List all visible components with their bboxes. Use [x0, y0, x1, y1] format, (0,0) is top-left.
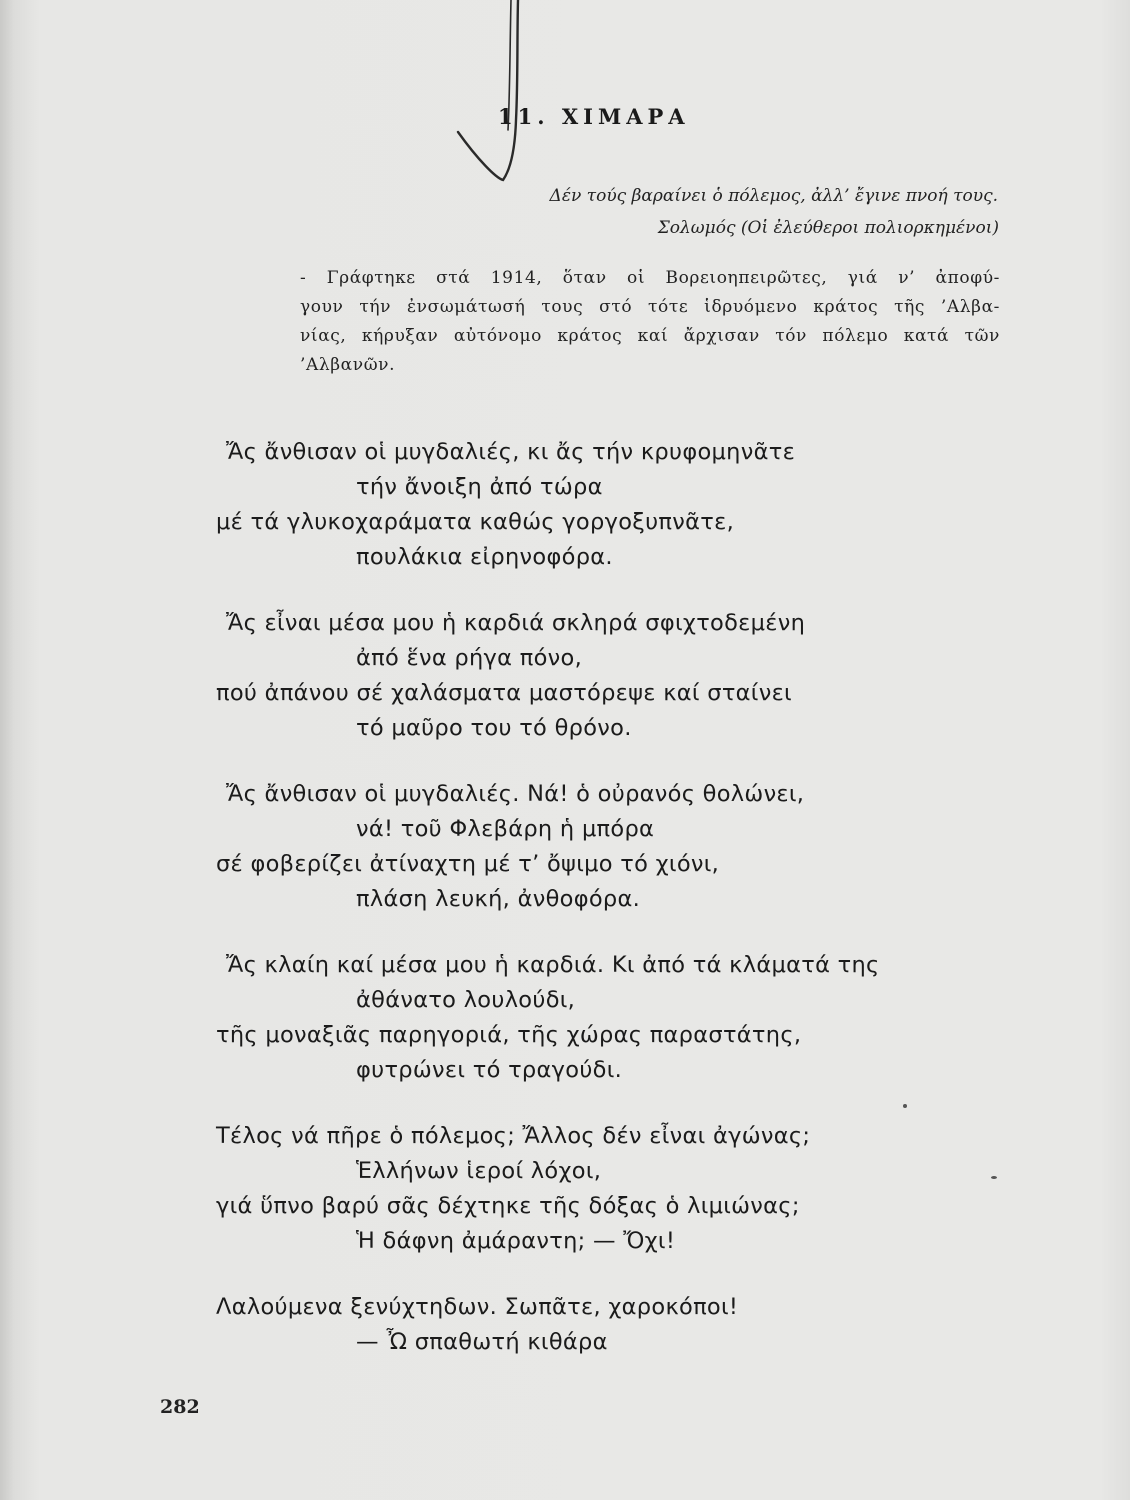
verse-line: τήν ἄνοιξη ἀπό τώρα — [356, 474, 603, 500]
verse-line: Ἄς ἄνθισαν οἱ μυγδαλιές. Νά! ὁ οὐρανός θολώνει, — [226, 781, 805, 807]
scan-speck — [903, 1104, 907, 1108]
scan-speck — [991, 1176, 997, 1179]
verse-line: Ἡ δάφνη ἀμάραντη; — Ὄχι! — [356, 1228, 676, 1254]
note-line: ’Αλβανῶν. — [300, 355, 396, 375]
verse-line: Λαλούμενα ξενύχτηδων. Σωπᾶτε, χαροκόποι! — [216, 1294, 739, 1320]
note-line: νίας, κήρυξαν αὐτόνομο κράτος καί ἄρχισαν τόν πόλεμο κατά τῶν — [300, 326, 1000, 346]
verse-line: πουλάκια εἰρηνοφόρα. — [356, 544, 613, 570]
verse-line: — Ὦ σπαθωτή κιθάρα — [356, 1329, 608, 1355]
verse-line: γιά ὕπνο βαρύ σᾶς δέχτηκε τῆς δόξας ὁ λιμιώνας; — [216, 1193, 800, 1219]
note-line: γουν τήν ἐνσωμάτωσή τους στό τότε ἱδρυόμενο κράτος τῆς ’Αλβα- — [300, 297, 1000, 317]
verse-line: Ἄς εἶναι μέσα μου ἡ καρδιά σκληρά σφιχτοδεμένη — [226, 610, 806, 636]
verse-line: πλάση λευκή, ἀνθοφόρα. — [356, 886, 641, 912]
epigraph-attribution — [658, 218, 999, 238]
note-line: - Γράφτηκε στά 1914, ὅταν οἱ Βορειοηπειρῶτες, γιά ν’ ἀποφύ- — [300, 268, 1000, 288]
verse-line: μέ τά γλυκοχαράματα καθώς γοργοξυπνᾶτε, — [216, 509, 735, 535]
historical-note — [300, 264, 1000, 380]
verse-line: φυτρώνει τό τραγούδι. — [356, 1057, 623, 1083]
epigraph-quote: Δέν τούς βαραίνει ὁ πόλεμος, ἀλλ’ ἔγινε πνοή τους. — [549, 186, 998, 206]
verse-line: πού ἀπάνου σέ χαλάσματα μαστόρεψε καί σταίνει — [216, 680, 792, 706]
verse-line: ἀπό ἕνα ρήγα πόνο, — [356, 645, 583, 671]
verse-line: ἀθάνατο λουλούδι, — [356, 987, 576, 1013]
verse-line: τῆς μοναξιᾶς παρηγοριά, τῆς χώρας παραστάτης, — [216, 1022, 802, 1048]
poem-title: 11. ΧΙΜΑΡΑ — [498, 104, 690, 129]
verse-line: τό μαῦρο του τό θρόνο. — [356, 715, 632, 741]
verse-line: Τέλος νά πῆρε ὁ πόλεμος; Ἄλλος δέν εἶναι ἀγώνας; — [216, 1123, 811, 1149]
epigraph-author: Σολωμός — [657, 218, 736, 238]
verse-line: Ἄς ἄνθισαν οἱ μυγδαλιές, κι ἄς τήν κρυφομηνᾶτε — [226, 439, 796, 465]
page-number: 282 — [160, 1396, 200, 1418]
verse-line: σέ φοβερίζει ἀτίναχτη μέ τ’ ὄψιμο τό χιόνι, — [216, 851, 720, 877]
pen-check-mark-icon — [448, 0, 538, 190]
verse-line: νά! τοῦ Φλεβάρη ἡ μπόρα — [356, 816, 655, 842]
epigraph-source: (Οἱ ἐλεύθεροι πολιορκημένοι) — [740, 218, 999, 238]
verse-line: Ἄς κλαίη καί μέσα μου ἡ καρδιά. Κι ἀπό τά κλάματά της — [226, 952, 880, 978]
verse-line: Ἑλλήνων ἱεροί λόχοι, — [356, 1158, 602, 1184]
